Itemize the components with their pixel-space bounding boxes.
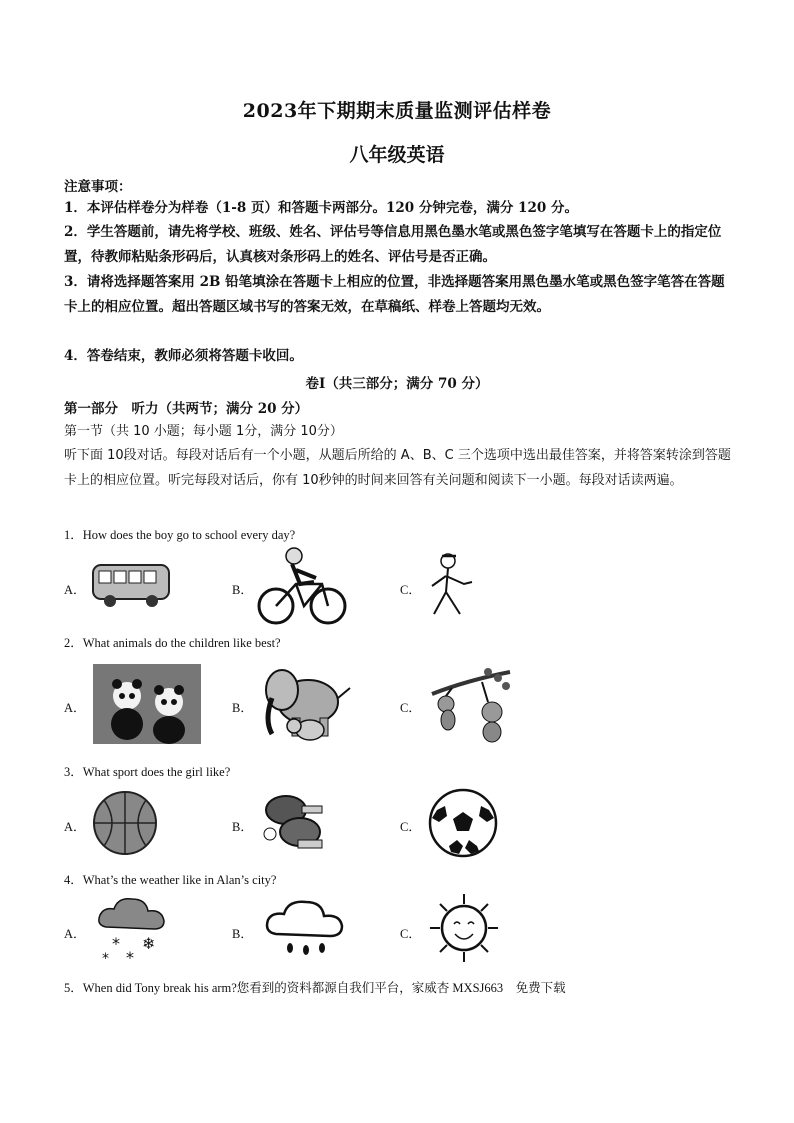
question-3: 3．What sport does the girl like?: [64, 765, 231, 779]
bus-icon: [90, 560, 174, 610]
note-item-2: 2．学生答题前，请先将学校、班级、姓名、评估号等信息用黑色墨水笔或黑色签字笔填写在答题卡上的指定位置，待教师粘贴条形码后，认真核对条形码上的姓名、评估号是否正确。: [64, 224, 722, 265]
page-subtitle: 八年级英语: [349, 144, 445, 166]
svg-text:*: *: [112, 934, 120, 953]
note-item-3: 3．请将选择题答案用 2B 铅笔填涂在答题卡上相应的位置，非选择题答案用黑色墨水笔或黑色签字笔答在答题卡上的相应位置。超出答题区域书写的答案无效，在草稿纸、样卷上答题均无效。: [64, 274, 725, 315]
section-heading: 第一节（共 10 小题；每小题 1分，满分 10分）: [64, 424, 343, 439]
sun-icon: [428, 892, 500, 964]
question-2: 2．What animals do the children like best?: [64, 636, 281, 650]
option-label: B．: [232, 583, 253, 597]
page-title: 2023年下期期末质量监测评估样卷: [242, 100, 552, 122]
pandas-icon: [93, 664, 201, 744]
ping-pong-icon: [258, 792, 330, 854]
option-label: C．: [400, 701, 421, 715]
option-label: A．: [64, 820, 86, 834]
option-label: C．: [400, 927, 421, 941]
question-5: 5．When did Tony break his arm?您看到的资料都源自我们平台，家威杏 MXSJ663 免费下载: [64, 981, 566, 995]
svg-text:*: *: [126, 948, 134, 965]
snow-cloud-icon: [92, 895, 170, 965]
volume-heading: 卷Ⅰ（共三部分；满分 70 分）: [305, 376, 489, 392]
svg-text:*: *: [102, 951, 109, 965]
monkeys-icon: [428, 664, 514, 744]
walking-boy-icon: [424, 552, 480, 620]
option-label: C．: [400, 820, 421, 834]
option-label: B．: [232, 927, 253, 941]
rain-cloud-icon: [262, 898, 350, 960]
part-heading: 第一部分 听力（共两节；满分 20 分）: [64, 401, 309, 417]
option-label: B．: [232, 701, 253, 715]
notes-heading: 注意事项：: [64, 179, 132, 195]
option-label: A．: [64, 701, 86, 715]
soccer-ball-icon: [427, 788, 499, 858]
option-label: B．: [232, 820, 253, 834]
option-label: A．: [64, 583, 86, 597]
instructions: 听下面 10段对话。每段对话后有一个小题，从题后所给的 A、B、C 三个选项中选出最佳答案，并将答案转涂到答题卡上的相应位置。听完每段对话后，你有 10秒钟的时间来回答有关问题和阅读下一小题。每段对话读两遍。: [64, 448, 731, 488]
elephants-icon: [258, 660, 352, 746]
question-4: 4．What’s the weather like in Alan’s city?: [64, 873, 277, 887]
question-1: 1．How does the boy go to school every day?: [64, 528, 296, 542]
note-item-1: 1．本评估样卷分为样卷（1-8 页）和答题卡两部分。120 分钟完卷，满分 120 分。: [64, 200, 578, 216]
svg-text:❄: ❄: [142, 934, 156, 953]
note-item-4: 4．答卷结束，教师必须将答题卡收回。: [64, 348, 303, 364]
option-label: A．: [64, 927, 86, 941]
basketball-icon: [92, 790, 158, 856]
bicycle-icon: [256, 546, 348, 628]
option-label: C．: [400, 583, 421, 597]
